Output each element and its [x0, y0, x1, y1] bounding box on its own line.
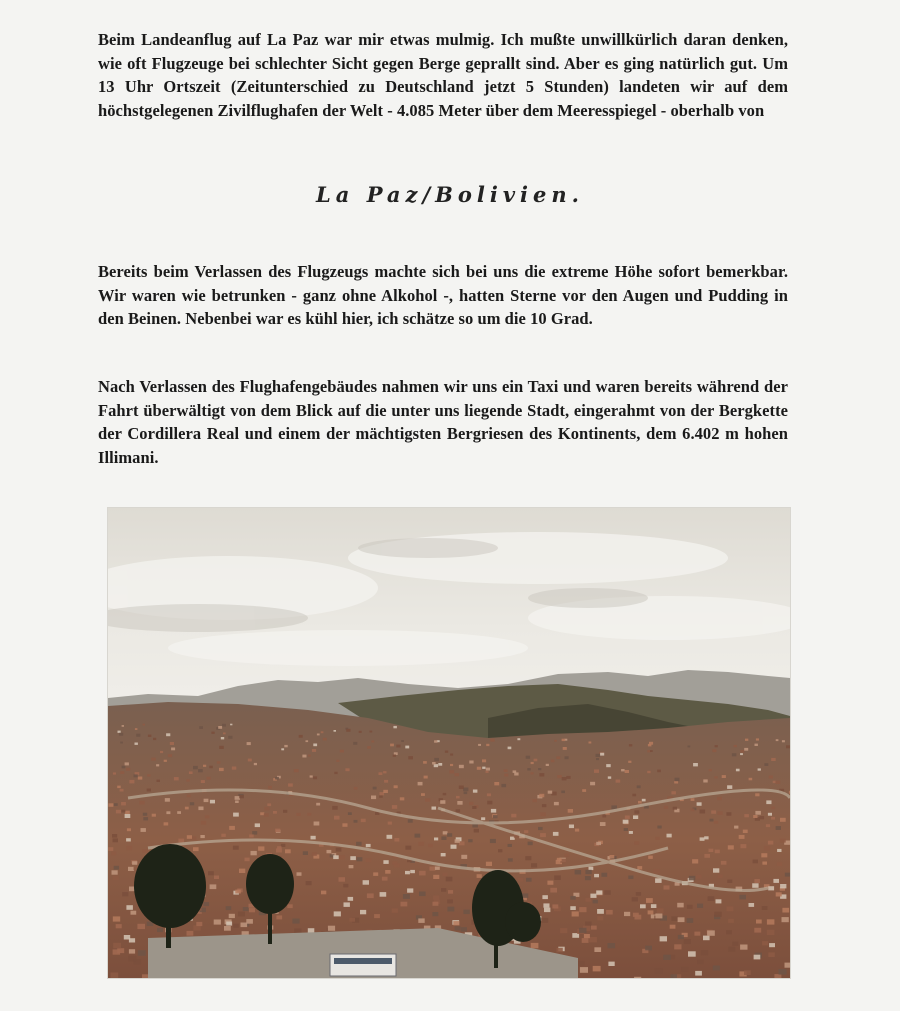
paragraph-taxi-view: Nach Verlassen des Flughafengebäudes nahmen wir uns ein Taxi und waren bereits während der Fahrt überwältigt von dem Blick auf die unter uns liegende Stadt, eingerahmt von der Bergkette der Cordillera Real und einem der mächtigsten Bergriesen des Kontinents, dem 6.402 m hohen Illimani. — [98, 377, 788, 467]
bus — [330, 954, 396, 976]
paragraph-landing: Beim Landeanflug auf La Paz war mir etwas mulmig. Ich mußte unwillkürlich daran denken, wie oft Flugzeuge bei schlechter Sicht gegen Berge geprallt sind. Aber es ging natürlich gut. Um 13 Uhr Ortszeit (Zeitunterschied zu Deutschland jetzt 5 Stunden) landeten wir auf dem höchstgelegenen Zivilflughafen der Welt - 4.085 Meter über dem Meeresspiegel - oberhalb von — [98, 30, 788, 120]
city-panorama-illustration — [108, 508, 790, 978]
bus-window — [334, 958, 392, 964]
paragraph-altitude: Bereits beim Verlassen des Flugzeugs machte sich bei uns die extreme Höhe sofort bemerkbar. Wir waren wie betrunken - ganz ohne Alkohol -, hatten Sterne vor den Augen und Pudding in den Beinen. Nebenbei war es kühl hier, ich schätze so um die 10 Grad. — [98, 262, 788, 328]
heading-la-paz: La Paz/Bolivien. — [316, 182, 584, 207]
city-panorama-photo — [108, 508, 790, 978]
